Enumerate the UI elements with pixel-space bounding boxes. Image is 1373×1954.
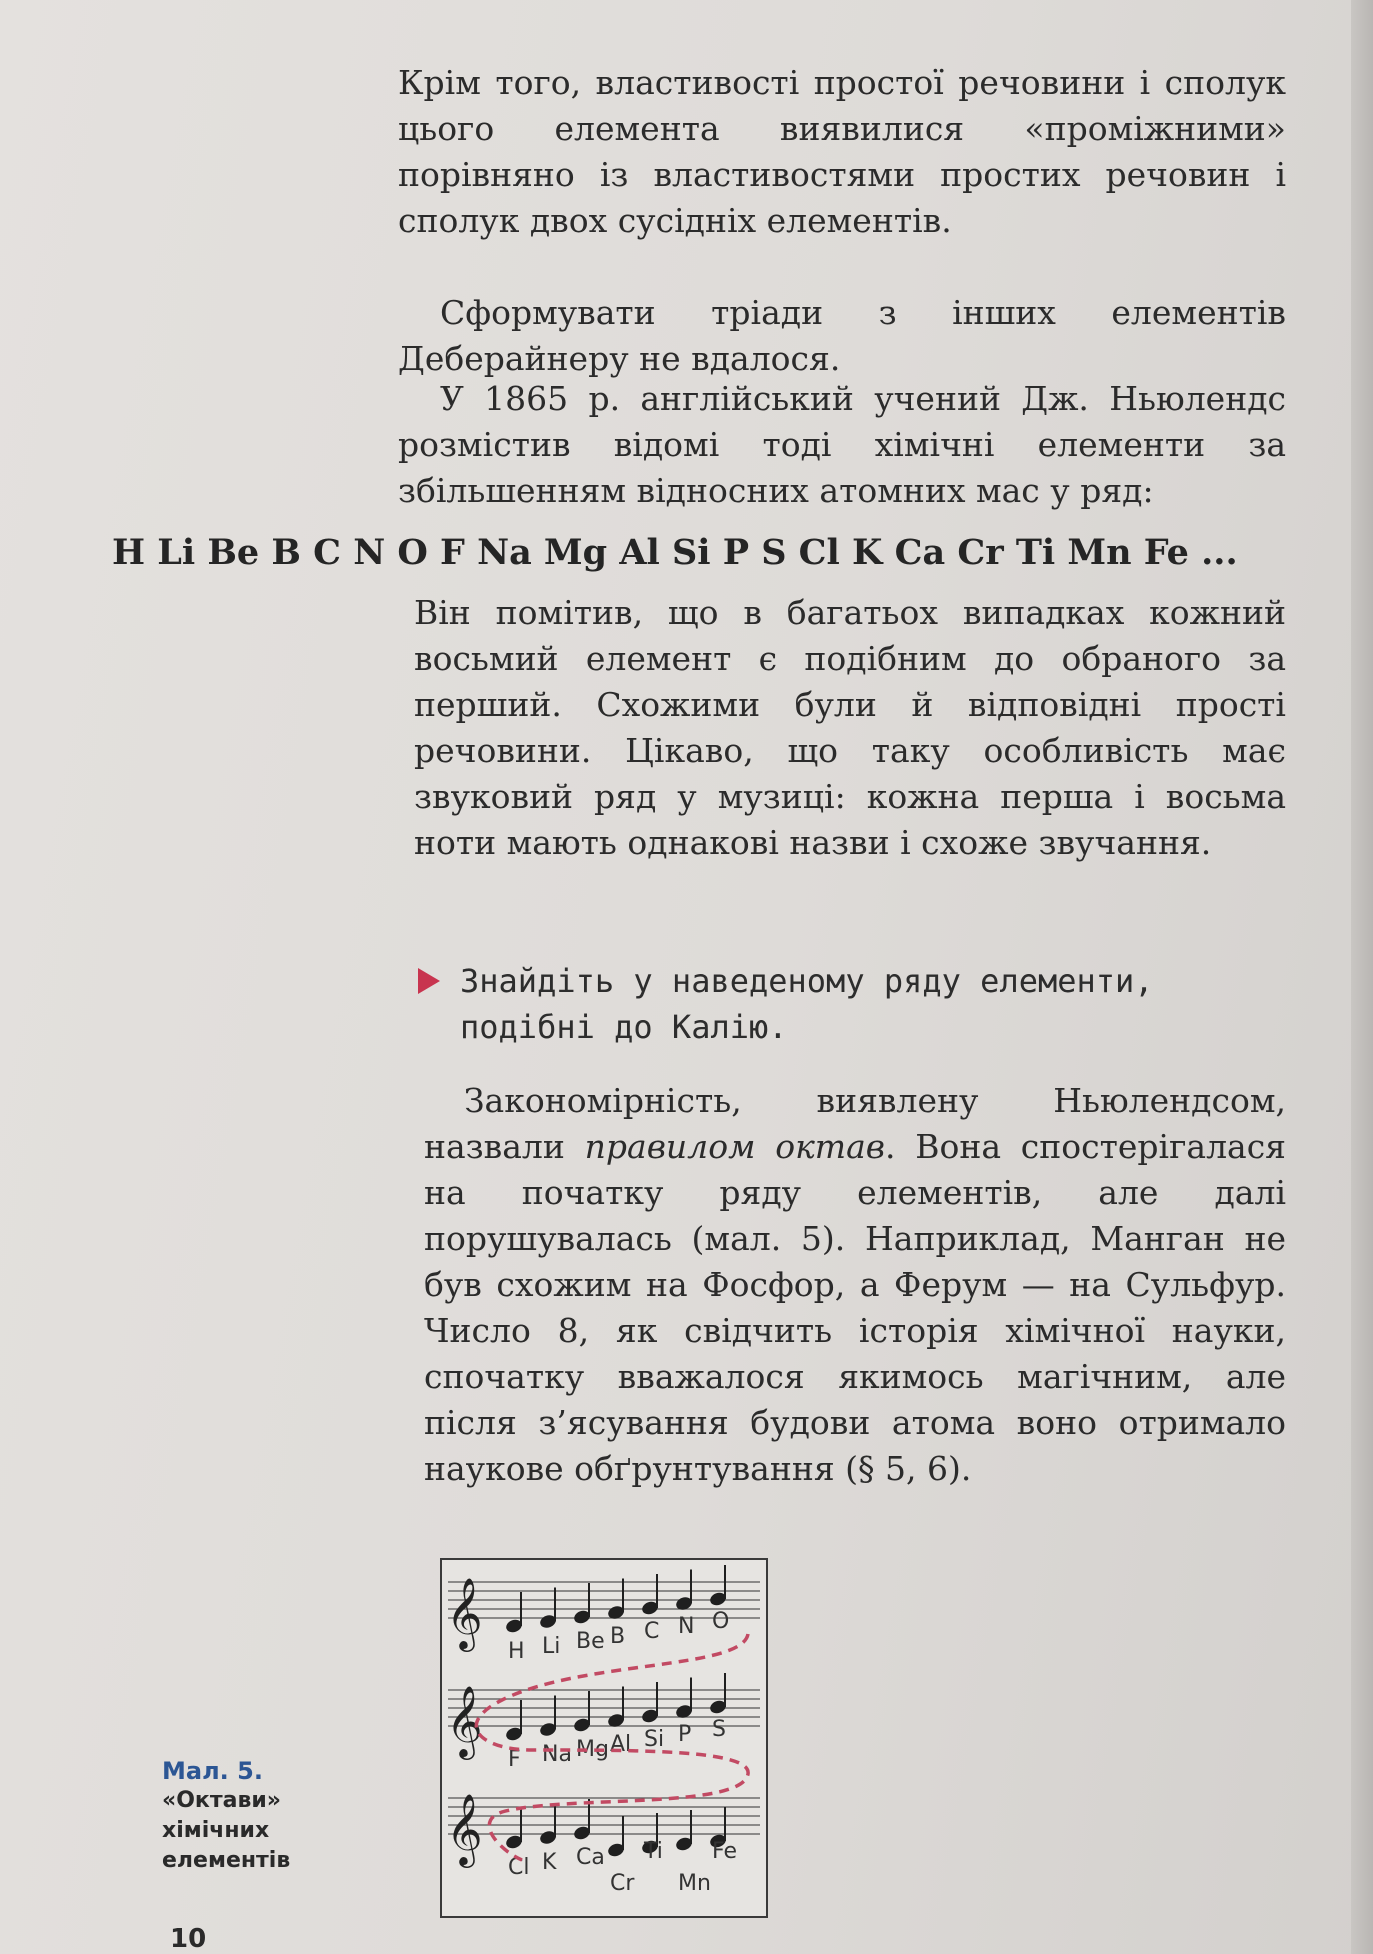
term-rule-of-octaves: правилом октав	[584, 1127, 885, 1166]
element-note-label: F	[508, 1747, 521, 1772]
element-note-label: Ti	[644, 1839, 663, 1864]
element-note-label: Na	[542, 1742, 572, 1767]
element-note-label: Si	[644, 1727, 665, 1752]
element-note-label: Cl	[508, 1855, 530, 1880]
task-marker-icon	[418, 968, 440, 994]
element-note-label: Al	[610, 1732, 632, 1757]
element-note-label: S	[712, 1717, 726, 1742]
element-series: H Li Be B C N O F Na Mg Al Si P S Cl K Ca Cr Ti Mn Fe ...	[112, 532, 1238, 573]
page-edge	[1351, 0, 1373, 1954]
paragraph-octave-observation: Він помітив, що в багатьох випадках кожний восьмий елемент є подібним до обраного за перший. Схожими були й відповідні прості речовини. Цікаво, що таку особливість має звуковий ряд у музиці: кожна перша і восьма ноти мають однакові назви і схоже звучання.	[414, 593, 1286, 862]
element-note-label: K	[542, 1850, 557, 1875]
treble-clef-icon: 𝄞	[446, 1576, 483, 1649]
treble-clef-icon: 𝄞	[446, 1792, 483, 1865]
element-note-label: N	[678, 1614, 695, 1639]
caption-title: Мал. 5.	[162, 1757, 263, 1785]
element-note-label: Ca	[576, 1845, 605, 1870]
task-block	[418, 958, 1286, 1050]
octaves-figure	[440, 1558, 768, 1918]
caption-line-1: «Октави»	[162, 1788, 281, 1813]
paragraph-triads: Сформувати тріади з інших елементів Деберайнеру не вдалося.	[398, 293, 1286, 378]
octaves-staff-drawing	[442, 1560, 766, 1916]
p5-start: Закономірність, виявлену Ньюлендсом, назвали	[424, 1081, 1286, 1166]
element-note-label: P	[678, 1722, 692, 1747]
caption-line-3: елементів	[162, 1848, 291, 1873]
figure-caption	[162, 1756, 362, 1876]
treble-clef-icon: 𝄞	[446, 1684, 483, 1757]
element-note-label: Fe	[712, 1839, 737, 1864]
caption-line-2: хімічних	[162, 1818, 270, 1843]
element-note-label: B	[610, 1624, 626, 1649]
element-note-label: Li	[542, 1634, 561, 1659]
element-note-label: O	[712, 1609, 730, 1634]
element-note-label: Cr	[610, 1871, 635, 1896]
paragraph-properties: Крім того, властивості простої речовини і сполук цього елемента виявилися «проміжними» порівняно із властивостями простих речовин і сполук двох сусідніх елементів.	[398, 63, 1286, 240]
page-number: 10	[170, 1924, 207, 1954]
paragraph-rule-of-octaves	[424, 1078, 1286, 1492]
element-note-label: Mn	[678, 1871, 711, 1896]
paragraph-newlands: У 1865 р. англійський учений Дж. Ньюлендс розмістив відомі тоді хімічні елементи за збільшенням відносних атомних мас у ряд:	[398, 379, 1286, 510]
element-note-label: H	[508, 1639, 525, 1664]
p5-end: . Вона спостерігалася на початку ряду елементів, але далі порушувалась (мал. 5). Наприклад, Манган не був схожим на Фосфор, а Ферум — на Сульфур. Число 8, як свідчить історія хімічної науки, спочатку вважалося якимось магічним, але після з’ясування будови атома воно отримало наукове обґрунтування (§ 5, 6).	[424, 1127, 1287, 1488]
element-note-label: Be	[576, 1629, 605, 1654]
element-note-label: Mg	[576, 1737, 609, 1762]
task-text: Знайдіть у наведеному ряду елементи, подібні до Калію.	[460, 962, 1154, 1046]
element-note-label: C	[644, 1619, 660, 1644]
